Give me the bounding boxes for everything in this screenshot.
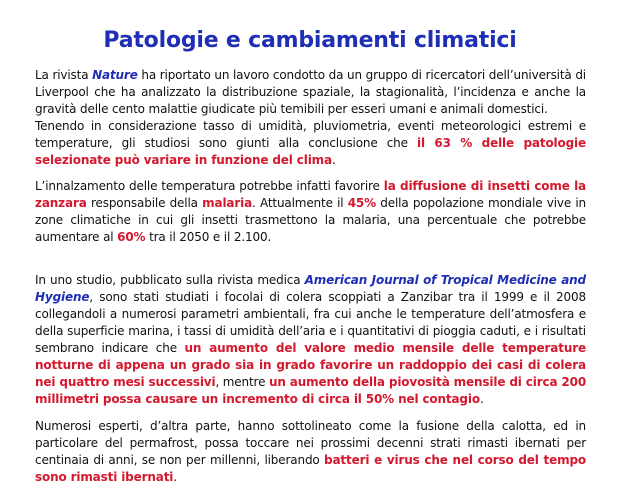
text-run: tra il 2050 e il 2.100. xyxy=(145,230,272,244)
text-run: In uno studio, pubblicato sulla rivista medica xyxy=(35,273,305,287)
paragraph-cholera xyxy=(35,272,586,408)
text-run: , mentre xyxy=(215,375,269,389)
highlight-bacteria-virus: batteri e virus che nel corso del tempo sono rimasti ibernati xyxy=(35,453,586,484)
journal-name-ajtmh: American Journal of Tropical Medicine and Hygiene xyxy=(35,273,586,304)
text-run: responsabile della xyxy=(86,196,203,210)
text-run: . xyxy=(173,470,177,484)
paragraph-nature-study xyxy=(35,67,586,118)
text-run: . Attualmente il xyxy=(252,196,348,210)
paragraph-climate-factors xyxy=(35,118,586,169)
paragraph-malaria xyxy=(35,178,586,246)
paragraph-permafrost xyxy=(35,418,586,486)
highlight-temperature-increase: un aumento del valore medio mensile delle temperature notturne di appena un grado sia in grado favorire un raddoppio dei casi di colera nei quattro mesi successivi xyxy=(35,341,586,389)
text-run: . xyxy=(331,153,336,167)
journal-name-nature: Nature xyxy=(92,68,138,82)
text-run: La rivista xyxy=(35,68,93,82)
text-run: L’innalzamento delle temperatura potrebbe infatti favorire xyxy=(35,179,384,193)
highlight-malaria: malaria xyxy=(202,196,253,210)
text-run: , sono stati studiati i focolai di colera scoppiati a Zanzibar tra il 1999 e il 2008 collegandoli a numerosi parametri ambientali, fra cui anche le temperature dell’atmosfera e della superficie marina, i tassi di umidità dell’aria e i quantitativi di pioggia caduti, e i risultati sembrano indicare che xyxy=(35,290,586,355)
highlight-45-percent: 45% xyxy=(347,196,377,210)
slide-body xyxy=(35,67,586,486)
highlight-60-percent: 60% xyxy=(117,230,146,244)
text-run: Tenendo in considerazione tasso di umidità, pluviometria, eventi meteorologici estremi e temperature, gli studiosi sono giunti alla conclusione che xyxy=(35,119,586,150)
text-run: Numerosi esperti, d’altra parte, hanno sottolineato come la fusione della calotta, ed in particolare del permafrost, possa toccare nei prossimi decenni strati rimasti ibernati per centinaia di anni, se non per millenni, liberando xyxy=(35,419,586,467)
highlight-insects: la diffusione di insetti come la zanzara xyxy=(35,179,587,210)
slide-title: Patologie e cambiamenti climatici xyxy=(103,28,517,53)
text-run: . xyxy=(479,392,484,406)
text-run: ha riportato un lavoro condotto da un gruppo di ricercatori dell’università di Liverpool che ha analizzato la distribuzione spaziale, la stagionalità, l’incidenza e anche la gravità delle cento malattie giudicate più temibili per esseri umani e animali domestici. xyxy=(35,68,586,116)
highlight-63-percent: il 63 % delle patologie selezionate può variare in funzione del clima xyxy=(35,136,586,167)
highlight-rainfall-increase: un aumento della piovosità mensile di circa 200 millimetri possa causare un incremento di circa il 50% nel contagio xyxy=(35,375,587,406)
text-run: della popolazione mondiale vive in zone climatiche in cui gli insetti trasmettono la malaria, una percentuale che potrebbe aumentare al xyxy=(35,196,587,244)
